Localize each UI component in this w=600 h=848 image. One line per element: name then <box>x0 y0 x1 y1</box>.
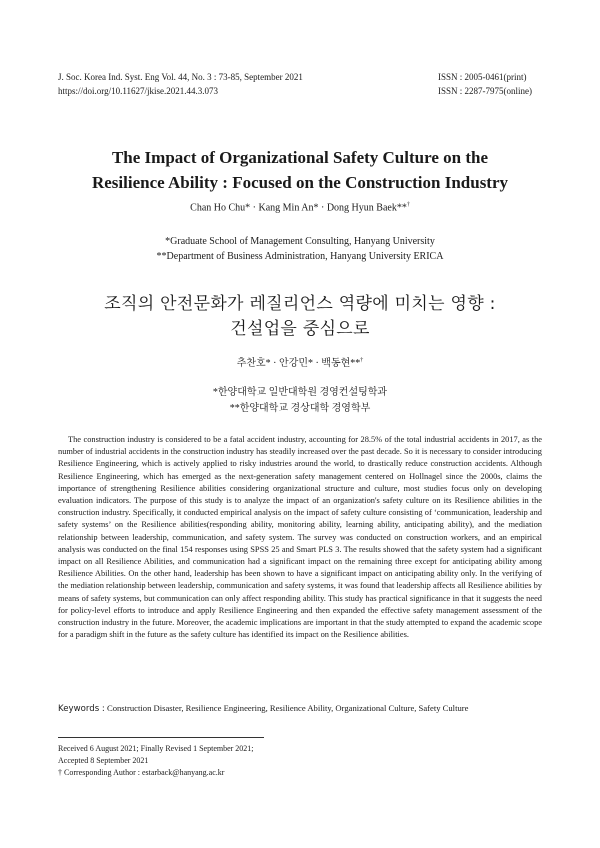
corresponding-author <box>58 767 254 779</box>
issn-online: ISSN : 2287-7975(online) <box>438 86 532 96</box>
corresponding-email[interactable]: Corresponding Author : estarback@hanyang.ac.kr <box>64 768 225 777</box>
authors-korean <box>0 354 600 369</box>
title-en-line-2: Resilience Ability : Focused on the Construction Industry <box>91 173 509 192</box>
issn-print: ISSN : 2005-0461(print) <box>438 72 527 82</box>
issn-block <box>438 70 532 98</box>
affiliation-ko-1: *한양대학교 일반대학원 경영컨설팅학과 <box>212 387 388 398</box>
doi-link[interactable]: https://doi.org/10.11627/jkise.2021.44.3.073 <box>58 86 219 96</box>
title-ko-line-1: 조직의 안전문화가 레질리언스 역량에 미치는 영향 : <box>104 294 496 314</box>
received-date: Received 6 August 2021; Finally Revised 1 September 2021; <box>58 744 254 753</box>
authors-ko-text: 추찬호* · 안강민* · 백동현** <box>236 358 361 369</box>
abstract-body: The construction industry is considered to be a fatal accident industry, accounting for 28.5% of the total industrial accidents in 2017, as the number of industrial accidents in the construction industry has steadily increased over the past decade. So it is necessary to consider introducing Resilience Engineering, which is actively applied to risky industries around the world, to drastically reduce construction accidents. Although Resilience Engineering, which has emerged as the next-generation safety management centered on Hollnagel since the 2000s, claims the importance of strengthening Resilience abilities considering organizational structure and culture, most studies focus only on developing evaluation indicators. The purpose of this study is to analyze the impact of an organization's safety culture on its Resilience abilities in the construction industry. Specifically, it conducted empirical analysis on the impact of safety culture consisting of ‘communication, leadership and safety systems’ on the Resilience abilities(responding ability, monitoring ability, learning ability, anticipating ability), and the mediation relationship between leadership, communication, and safety system. The survey was conducted on construction workers, and an empirical analysis was conducted on the final 154 responses using SPSS 25 and Smart PLS 3. The results showed that the safety system had a significant impact on all Resilience Abilities, and communication had a significant impact on the remaining three except for anticipating ability among Resilience Abilities. On the other hand, leadership has been shown to have a significant impact on anticipating ability only. In the verifying of the mediation relationship between leadership, communication and safety systems, it was found that leadership affects all Resilience abilities by means of safety systems, but communication can only affect responding ability. This study has practical significance in that it suggests the need for policy-level efforts to introduce and apply Resilience Engineering and then expanded the effective safety management assessment of the construction industry in the future. Moreover, the academic implications are important in that the study attempted to expand the academic scope for a paradigm shift in the future as the safety culture has identified its impact on the Resilience abilities. <box>58 435 542 640</box>
authors-en-text: Chan Ho Chu* · Kang Min An* · Dong Hyun Baek** <box>190 202 407 214</box>
corresponding-dagger: † <box>58 768 62 777</box>
footnote-divider <box>58 737 264 738</box>
footnotes <box>58 743 254 779</box>
affiliation-en-2: **Department of Business Administration, Hanyang University ERICA <box>156 251 444 262</box>
affiliations-english <box>0 234 600 264</box>
keywords-line <box>58 703 548 714</box>
affiliation-en-1: *Graduate School of Management Consulting, Hanyang University <box>165 236 435 247</box>
keywords-label: Keywords : <box>58 704 105 714</box>
keywords-list: Construction Disaster, Resilience Engineering, Resilience Ability, Organizational Culture, Safety Culture <box>106 703 469 713</box>
title-ko-line-2: 건설업을 중심으로 <box>230 319 370 339</box>
affiliations-korean <box>0 385 600 417</box>
authors-english <box>0 202 600 213</box>
journal-citation: J. Soc. Korea Ind. Syst. Eng Vol. 44, No. 3 : 73-85, September 2021 <box>58 72 303 82</box>
corresponding-dagger-en: † <box>406 202 410 208</box>
title-en-line-1: The Impact of Organizational Safety Culture on the <box>111 148 489 167</box>
affiliation-ko-2: **한양대학교 경상대학 경영학부 <box>229 403 371 414</box>
title-english <box>0 145 600 195</box>
title-korean <box>0 292 600 342</box>
accepted-date: Accepted 8 September 2021 <box>58 756 149 765</box>
journal-header <box>58 70 303 98</box>
corresponding-dagger-ko: † <box>360 357 364 364</box>
